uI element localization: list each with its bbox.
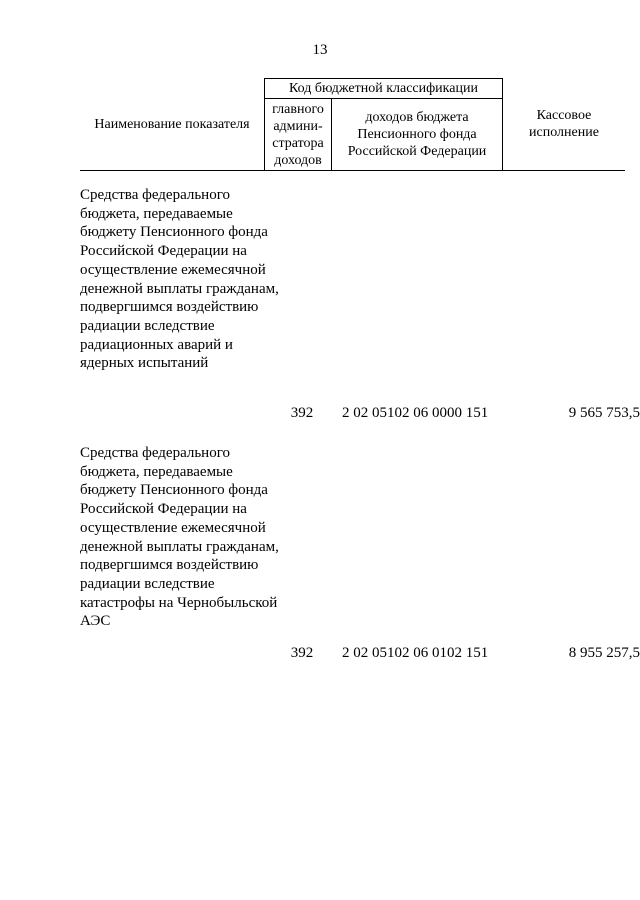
row-cash-amount: 9 565 753,5 bbox=[568, 405, 640, 421]
table-row bbox=[80, 186, 640, 426]
column-header-name: Наименование показателя bbox=[80, 79, 265, 171]
page-number: 13 bbox=[312, 42, 328, 58]
row-admin-code: 392 bbox=[290, 645, 314, 661]
row-admin-code: 392 bbox=[290, 405, 314, 421]
row-cash-amount: 8 955 257,5 bbox=[568, 645, 640, 661]
column-header-cash: Кассовое исполнение bbox=[503, 79, 626, 171]
row-name: Средства федерального бюджета, передаваемые бюджету Пенсионного фонда Российской Федерации на осуществление ежемесячной денежной выплаты гражданам, подвергшимся воздействию радиации вследствие радиационных аварий и ядерных испытаний bbox=[80, 187, 279, 372]
row-income-code: 2 02 05102 06 0102 151 bbox=[342, 645, 489, 661]
table-row bbox=[80, 444, 640, 669]
row-income-code: 2 02 05102 06 0000 151 bbox=[342, 405, 489, 421]
row-name: Средства федерального бюджета, передаваемые бюджету Пенсионного фонда Российской Федерации на осуществление ежемесячной денежной выплаты гражданам, подвергшимся воздействию радиации вследствие катастрофы на Чернобыльской АЭС bbox=[80, 445, 279, 630]
column-header-income: доходов бюджета Пенсионного фонда Российской Федерации bbox=[332, 99, 503, 171]
column-group-budget-code: Код бюджетной классификации bbox=[265, 79, 503, 99]
table-header bbox=[80, 78, 625, 171]
column-header-admin: главного админи-стратора доходов bbox=[265, 99, 332, 171]
